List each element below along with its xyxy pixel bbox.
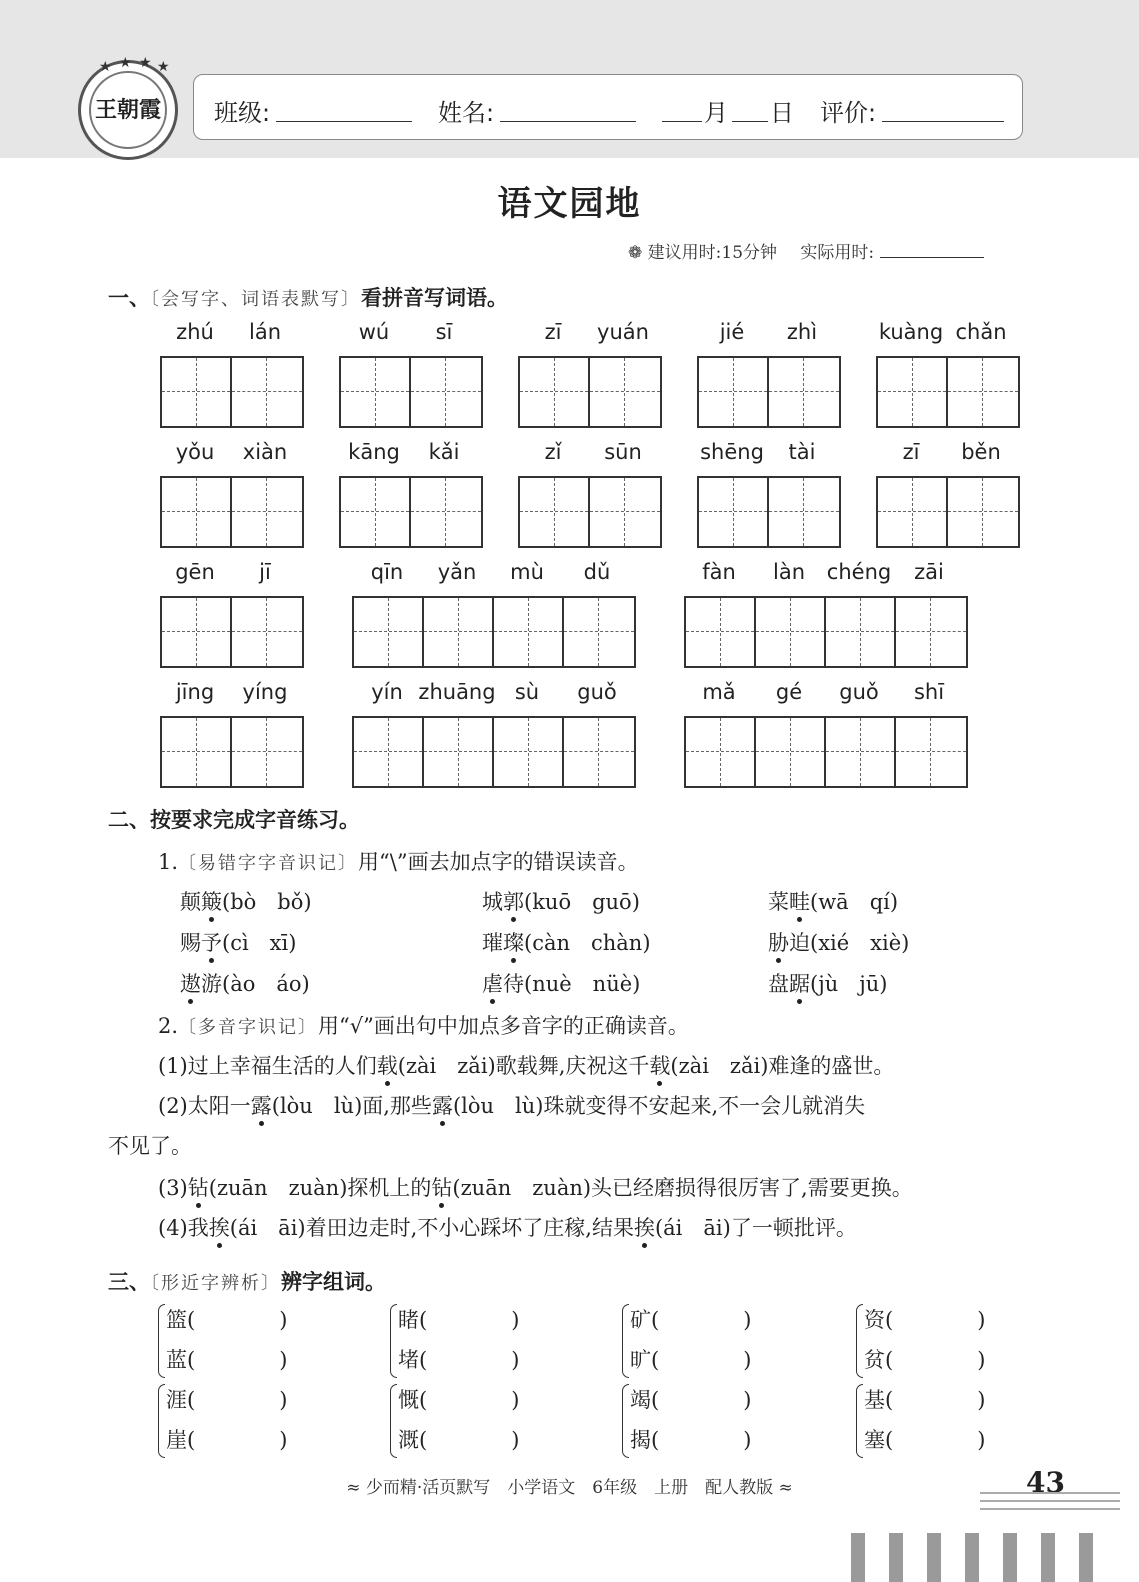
clock-icon: ❁ [628,243,643,263]
writing-grid[interactable] [518,356,662,428]
brace [390,1304,397,1378]
pinyin-syllable: làn [772,560,806,584]
pinyin-syllable: yuán [597,320,649,344]
star-icon: ★ [157,59,170,75]
reading-options[interactable]: (wā qí) [810,890,899,914]
dotted-char: 郭 [503,886,524,916]
section-tag: 〔会写字、词语表默写〕 [150,289,361,310]
pinyin-syllable: sù [514,680,540,704]
pinyin-syllable: guǒ [577,680,617,704]
pair-word-blank[interactable]: 塞( ) [864,1428,986,1452]
text: (zuān zuàn)头已经磨损得很厉害了,需要更换。 [452,1176,913,1200]
reading-options[interactable]: (xié xiè) [810,931,910,955]
writing-grid[interactable] [160,716,304,788]
dotted-char: 璨 [503,927,524,957]
dotted-char: 挨 [634,1212,655,1242]
pinyin-syllable: kǎi [428,440,460,464]
grid-cell[interactable] [564,598,634,666]
pinyin-syllable: kāng [348,440,400,464]
pinyin-syllable: chǎn [955,320,1007,344]
pair-word-blank[interactable]: 溉( ) [398,1428,520,1452]
grid-cell[interactable] [232,598,302,666]
section-number: 一、 [108,286,150,310]
pinyin-syllable: jīng [175,680,215,704]
edge-bar [1079,1533,1093,1582]
q1-instruction [158,846,639,876]
char: 菜 [768,890,789,914]
pinyin-syllable: sī [435,320,453,344]
grid-cell[interactable] [494,598,564,666]
pinyin-syllable: qīn [370,560,404,584]
pair-word-blank[interactable]: 旷( ) [630,1348,752,1372]
reading-options[interactable]: (jù jū) [810,972,888,996]
pinyin-syllable: gēn [175,560,215,584]
pinyin-syllable: shī [913,680,945,704]
dotted-char: 露 [251,1090,272,1120]
decor-line [980,1492,1120,1494]
pair-word-blank[interactable]: 资( ) [864,1308,986,1332]
pronunciation-item [482,927,651,957]
brace [856,1304,863,1378]
section-title: 看拼音写词语。 [361,286,508,310]
writing-grid[interactable] [697,476,841,548]
brace [622,1384,629,1458]
grid-cell[interactable] [232,358,302,426]
grid-cell[interactable] [354,718,424,786]
grid-cell[interactable] [162,598,232,666]
class-field[interactable] [276,121,412,122]
char-pair [856,1300,985,1380]
pair-word-blank[interactable]: 慨( ) [398,1388,520,1412]
edge-bar [1003,1533,1017,1582]
pair-word-blank[interactable]: 贫( ) [864,1348,986,1372]
pronunciation-item [482,886,640,916]
grid-cell[interactable] [756,598,826,666]
pair-word-blank[interactable]: 竭( ) [630,1388,752,1412]
section-title: 辨字组词。 [281,1270,386,1294]
pronunciation-item [180,927,296,957]
pair-word-blank[interactable]: 基( ) [864,1388,986,1412]
grid-cell[interactable] [826,598,896,666]
class-label: 班级: [214,99,271,127]
pinyin-syllable: běn [961,440,1001,464]
q2-sentence-1 [158,1050,894,1080]
char: 盘 [768,972,789,996]
char: 璀 [482,931,503,955]
pinyin-syllable: tài [788,440,816,464]
footer-text: ≈ 少而精·活页默写 小学语文 6年级 上册 配人教版 ≈ [346,1478,793,1498]
pronunciation-item [180,886,312,916]
grid-cell[interactable] [769,358,839,426]
q-number: 1. [158,850,179,874]
eval-field[interactable] [882,121,1004,122]
char-pair [390,1380,519,1460]
pair-word-blank[interactable]: 篮( ) [166,1308,288,1332]
pinyin-syllable: lán [248,320,282,344]
day-field[interactable] [732,121,768,122]
pinyin-syllable: zhuāng [418,680,496,704]
dotted-char: 钻 [431,1172,452,1202]
reading-options[interactable]: (kuō guō) [524,890,640,914]
writing-grid[interactable] [876,356,1020,428]
pinyin-syllable: jī [259,560,271,584]
pinyin-syllable: zhú [176,320,214,344]
publisher-logo [78,55,178,160]
grid-cell[interactable] [341,358,411,426]
text: (ái āi)着田边走时,不小心踩坏了庄稼,结果 [229,1216,634,1240]
writing-grid[interactable] [339,476,483,548]
edge-bar [851,1533,865,1582]
section2-heading [108,804,360,834]
pronunciation-item [180,968,310,998]
char-pair [158,1300,287,1380]
q-text: 用“√”画出句中加点多音字的正确读音。 [318,1014,689,1038]
grid-cell[interactable] [590,358,660,426]
pinyin-syllable: zǐ [544,440,562,464]
grid-cell[interactable] [411,358,481,426]
month-label: 月 [704,99,728,127]
brace [856,1384,863,1458]
text: (zài zǎi)歌载舞,庆祝这千 [397,1054,650,1078]
grid-cell[interactable] [232,718,302,786]
char: 城 [482,890,503,914]
pinyin-syllable: yǎn [437,560,477,584]
pinyin-syllable: zāi [914,560,944,584]
pair-word-blank[interactable]: 揭( ) [630,1428,752,1452]
section3-heading [108,1266,386,1296]
grid-cell[interactable] [162,718,232,786]
writing-grid[interactable] [518,476,662,548]
writing-grid[interactable] [876,476,1020,548]
pronunciation-item [482,968,640,998]
time-suggestion [628,238,984,263]
pinyin-syllable: yǒu [175,440,215,464]
pinyin-syllable: gé [775,680,803,704]
q2-sentence-4 [158,1212,857,1242]
dotted-char: 畦 [789,886,810,916]
text: (zuān zuàn)探机上的 [208,1176,432,1200]
decor-line [980,1508,1120,1510]
writing-grid[interactable] [160,596,304,668]
grid-cell[interactable] [590,478,660,546]
grid-cell[interactable] [878,358,948,426]
q-tag: 〔易错字字音识记〕 [178,853,359,874]
pinyin-syllable: mù [510,560,544,584]
q2-sentence-3 [158,1172,913,1202]
pronunciation-item [768,968,887,998]
reading-options[interactable]: (cì xī) [222,931,297,955]
grid-cell[interactable] [948,478,1018,546]
grid-cell[interactable] [354,598,424,666]
section-tag: 〔形近字辨析〕 [150,1273,281,1294]
month-field[interactable] [662,121,702,122]
pinyin-syllable: guǒ [839,680,879,704]
grid-cell[interactable] [699,358,769,426]
grid-cell[interactable] [424,718,494,786]
grid-cell[interactable] [756,718,826,786]
brace [390,1384,397,1458]
grid-cell[interactable] [686,598,756,666]
section-number: 三、 [108,1270,150,1294]
grid-cell[interactable] [769,478,839,546]
char: 颠 [180,890,201,914]
pair-word-blank[interactable]: 崖( ) [166,1428,288,1452]
writing-grid[interactable] [160,476,304,548]
text: (lòu lù)珠就变得不安起来,不一会儿就消失 [452,1094,866,1118]
grid-cell[interactable] [341,478,411,546]
q2-sentence-2-wrap: 不见了。 [108,1134,192,1158]
char-pair [856,1380,985,1460]
pair-word-blank[interactable]: 蓝( ) [166,1348,288,1372]
reading-options[interactable]: (nuè nüè) [524,972,641,996]
star-icon: ★ [99,59,112,75]
text: (1)过上幸福生活的人们 [158,1054,377,1078]
text: (3) [158,1176,188,1200]
decor-line [980,1500,1120,1502]
name-label: 姓名: [438,99,495,127]
q2-instruction [158,1010,689,1040]
char-pair [390,1300,519,1380]
dotted-char: 踞 [789,968,810,998]
edge-bar [927,1533,941,1582]
star-icon: ★ [119,55,132,71]
pinyin-syllable: wú [358,320,390,344]
section-number: 二、 [108,808,150,832]
brace [158,1384,165,1458]
pinyin-syllable: yíng [242,680,288,704]
reading-options[interactable]: (ào áo) [222,972,310,996]
q2-sentence-2 [158,1090,865,1120]
pinyin-syllable: chéng [826,560,892,584]
logo-text: 王朝霞 [94,97,161,123]
text: (lòu lù)面,那些 [271,1094,432,1118]
pronunciation-item [768,886,898,916]
edge-bar [889,1533,903,1582]
writing-grid[interactable] [352,716,636,788]
star-icon: ★ [139,55,152,71]
grid-cell[interactable] [878,478,948,546]
pinyin-syllable: shēng [700,440,764,464]
writing-grid[interactable] [352,596,636,668]
pronunciation-item [768,927,909,957]
grid-cell[interactable] [162,478,232,546]
grid-cell[interactable] [896,598,966,666]
grid-cell[interactable] [686,718,756,786]
reading-options[interactable]: (càn chàn) [524,931,651,955]
char: 赐 [180,931,201,955]
dotted-char: 挨 [209,1212,230,1242]
grid-cell[interactable] [520,358,590,426]
section1-heading [108,282,508,312]
grid-cell[interactable] [162,358,232,426]
pinyin-syllable: yín [371,680,403,704]
pair-word-blank[interactable]: 睹( ) [398,1308,520,1332]
reading-options[interactable]: (bò bǒ) [222,890,312,914]
pinyin-syllable: zhì [786,320,818,344]
q-tag: 〔多音字识记〕 [178,1017,319,1038]
pair-word-blank[interactable]: 涯( ) [166,1388,288,1412]
pinyin-syllable: zī [902,440,920,464]
dotted-char: 遨 [180,968,201,998]
dotted-char: 簸 [201,886,222,916]
char-pair [622,1380,751,1460]
eval-label: 评价: [820,99,877,127]
text: (zài zǎi)难逢的盛世。 [670,1054,895,1078]
char: 待 [503,972,524,996]
student-info-box [193,74,1023,140]
text: (2)太阳一 [158,1094,251,1118]
dotted-char: 虐 [482,968,503,998]
brace [158,1304,165,1378]
char-pair [158,1380,287,1460]
day-label: 日 [770,99,794,127]
text: (4)我 [158,1216,209,1240]
pinyin-syllable: fàn [702,560,736,584]
dotted-char: 钻 [188,1172,209,1202]
grid-cell[interactable] [699,478,769,546]
dotted-char: 载 [649,1050,670,1080]
pinyin-syllable: dǔ [583,560,611,584]
edge-bar [1041,1533,1055,1582]
writing-grid[interactable] [684,716,968,788]
grid-cell[interactable] [948,358,1018,426]
char-pair [622,1300,751,1380]
char: 迫 [789,931,810,955]
page-title: 语文园地 [497,184,642,224]
actual-time-label: 实际用时: [800,243,875,263]
text: (ái āi)了一顿批评。 [654,1216,857,1240]
char: 游 [201,972,222,996]
name-field[interactable] [500,121,636,122]
q-number: 2. [158,1014,179,1038]
actual-time-field[interactable] [880,257,984,258]
pinyin-syllable: jié [719,320,745,344]
writing-grid[interactable] [684,596,968,668]
edge-bar [965,1533,979,1582]
pair-word-blank[interactable]: 堵( ) [398,1348,520,1372]
suggested-time: 建议用时:15分钟 [647,243,778,263]
pinyin-syllable: xiàn [242,440,288,464]
pinyin-syllable: zī [544,320,562,344]
pair-word-blank[interactable]: 矿( ) [630,1308,752,1332]
grid-cell[interactable] [520,478,590,546]
pinyin-syllable: sūn [604,440,642,464]
dotted-char: 载 [377,1050,398,1080]
section-title: 按要求完成字音练习。 [150,808,360,832]
grid-cell[interactable] [826,718,896,786]
writing-grid[interactable] [160,356,304,428]
grid-cell[interactable] [411,478,481,546]
dotted-char: 露 [432,1090,453,1120]
q-text: 用“\”画去加点字的错误读音。 [358,850,639,874]
dotted-char: 胁 [768,927,789,957]
grid-cell[interactable] [494,718,564,786]
grid-cell[interactable] [564,718,634,786]
grid-cell[interactable] [896,718,966,786]
grid-cell[interactable] [424,598,494,666]
page-number: 43 [1026,1466,1065,1499]
pinyin-syllable: mǎ [702,680,736,704]
writing-grid[interactable] [697,356,841,428]
dotted-char: 予 [201,927,222,957]
writing-grid[interactable] [339,356,483,428]
grid-cell[interactable] [232,478,302,546]
brace [622,1304,629,1378]
pinyin-syllable: kuàng [878,320,944,344]
